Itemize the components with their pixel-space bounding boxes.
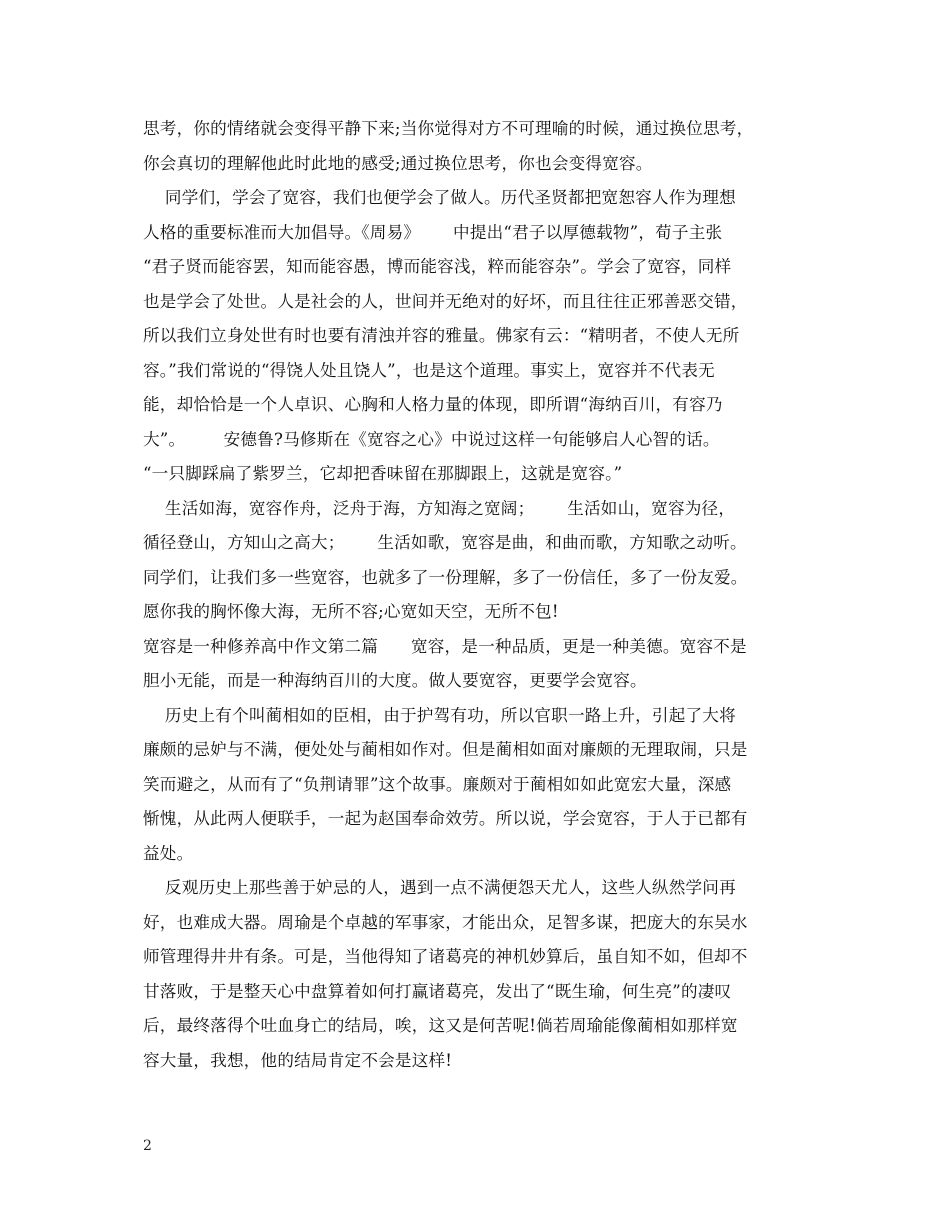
page-number: 2 [143, 1138, 152, 1154]
text-line: 人格的重要标准而大加倡导。《周易》 中提出“君子以厚德载物”，荀子主张 [143, 222, 723, 242]
text-line: 反观历史上那些善于妒忌的人，遇到一点不满便怨天尤人，这些人纵然学问再 [143, 878, 736, 897]
text-line: “一只脚踩扁了紫罗兰，它却把香味留在那脚跟上，这就是宽容。” [143, 464, 623, 483]
text-line: 你会真切的理解他此时此地的感受;通过换位思考，你也会变得宽容。 [143, 153, 653, 173]
text-line: 也是学会了处世。人是社会的人，世间并无绝对的好坏，而且往往正邪善恶交错， [143, 291, 748, 311]
text-line: 师管理得井井有条。可是，当他得知了诸葛亮的神机妙算后，虽自知不如，但却不 [143, 947, 748, 966]
text-line: 后，最终落得个吐血身亡的结局，唉，这又是何苦呢!倘若周瑜能像蔺相如那样宽 [143, 1016, 738, 1035]
text-line: 能，却恰恰是一个人卓识、心胸和人格力量的体现，即所谓“海纳百川，有容乃 [143, 395, 723, 414]
text-line: 好，也难成大器。周瑜是个卓越的军事家，才能出众，足智多谋，把庞大的东吴水 [143, 912, 748, 932]
text-line: 历史上有个叫蔺相如的臣相，由于护驾有功，所以官职一路上升，引起了大将 [143, 705, 736, 725]
text-line: 所以我们立身处世有时也要有清浊并容的雅量。佛家有云：“精明者，不使人无所 [143, 326, 740, 345]
text-line: 思考，你的情绪就会变得平静下来;当你觉得对方不可理喻的时候，通过换位思考， [143, 119, 754, 138]
text-line: 容大量，我想，他的结局肯定不会是这样! [143, 1050, 453, 1070]
text-line: 循径登山，方知山之高大； 生活如歌，宽容是曲，和曲而歌，方知歌之动听。 [143, 533, 747, 552]
section-heading-line: 宽容是一种修养高中作文第二篇 宽容，是一种品质，更是一种美德。宽容不是 [143, 636, 747, 656]
text-line: 胆小无能，而是一种海纳百川的大度。做人要宽容，更要学会宽容。 [143, 671, 647, 690]
text-line: 益处。 [143, 843, 194, 863]
text-line: 生活如海，宽容作舟，泛舟于海，方知海之宽阔； 生活如山，宽容为径， [143, 498, 736, 518]
text-line: 大”。 安德鲁?马修斯在《宽容之心》中说过这样一句能够启人心智的话。 [143, 429, 720, 449]
text-line: 惭愧，从此两人便联手，一起为赵国奉命效劳。所以说，学会宽容，于人于已都有 [143, 809, 748, 828]
text-line: 甘落败，于是整天心中盘算着如何打赢诸葛亮，发出了“既生瑜，何生亮”的凄叹 [143, 981, 732, 1001]
text-line: 同学们，让我们多一些宽容，也就多了一份理解，多了一份信任，多了一份友爱。 [143, 567, 748, 587]
text-line: 愿你我的胸怀像大海，无所不容;心宽如天空，无所不包! [143, 602, 559, 621]
text-line: 笑而避之，从而有了“负荆请罪”这个故事。廉颇对于蔺相如如此宽宏大量，深感 [143, 774, 732, 794]
text-line: 同学们，学会了宽容，我们也便学会了做人。历代圣贤都把宽恕容人作为理想 [143, 188, 736, 207]
text-line: “君子贤而能容罢，知而能容愚，博而能容浅，粹而能容杂”。学会了宽容，同样 [143, 257, 732, 276]
body-text [143, 112, 823, 1078]
text-line: 容。”我们常说的“得饶人处且饶人”，也是这个道理。事实上，宽容并不代表无 [143, 360, 715, 380]
text-line: 廉颇的忌妒与不满，便处处与蔺相如作对。但是蔺相如面对廉颇的无理取闹，只是 [143, 740, 748, 759]
